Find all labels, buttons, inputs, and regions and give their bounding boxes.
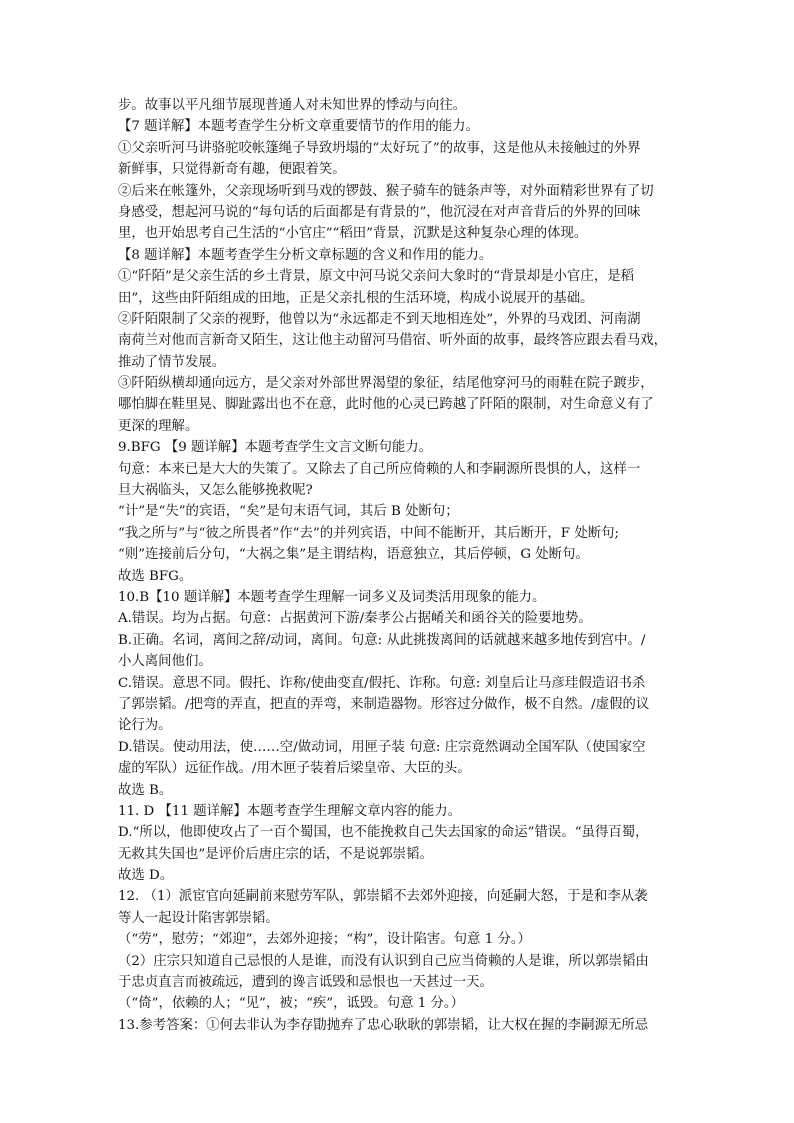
text-line: B.正确。名词，离间之辞/动词，离间。句意: 从此挑拨离间的话就越来越多地传到宫中。/ (118, 632, 646, 648)
text-line: ③阡陌纵横却通向远方，是父亲对外部世界渴望的象征，结尾他穿河马的雨鞋在院子踱步， (118, 376, 654, 392)
text-line: （“劳”，慰劳；“郊迎”，去郊外迎接；“构”，设计陷害。句意 1 分。） (118, 932, 531, 948)
text-line: 等人一起设计陷害郭崇韬。 (118, 910, 279, 926)
text-line: 虚的军队）远征作战。/用木匣子装着后梁皇帝、大臣的头。 (118, 761, 471, 777)
text-line: ②后来在帐篷外，父亲现场听到马戏的锣鼓、猴子骑车的链条声等，对外面精彩世界有了切 (118, 183, 654, 199)
text-line: C.错误。意思不同。假托、诈称/使曲变直/假托、诈称。句意: 刘皇后让马彦珪假造诏书杀 (118, 675, 646, 691)
text-line: 故选 B。 (118, 782, 173, 798)
text-line: A.错误。均为占据。句意：占据黄河下游/秦孝公占据崤关和函谷关的险要地势。 (118, 611, 592, 627)
text-line: 9.BFG 【9 题详解】本题考查学生文言文断句能力。 (118, 440, 433, 456)
text-line: “则”连接前后分句，“大祸之集”是主谓结构，语意独立，其后停顿，G 处断句。 (118, 547, 589, 563)
text-line: 步。故事以平凡细节展现普通人对未知世界的悸动与向往。 (118, 98, 467, 113)
text-line: 11. D 【11 题详解】本题考查学生理解文章内容的能力。 (118, 803, 462, 819)
text-line: D.错误。使动用法，使……空/做动词，用匣子装 句意: 庄宗竟然调动全国军队（使国家空 (118, 739, 646, 755)
text-line: 身感受，想起河马说的“每句话的后面都是有背景的”，他沉浸在对声音背后的外界的回味 (118, 204, 641, 220)
text-line: 10.B【10 题详解】本题考查学生理解一词多义及词类活用现象的能力。 (118, 589, 546, 605)
text-line: 了郭崇韬。/把弯的弄直，把直的弄弯，来制造器物。形容过分做作，极不自然。/虚假的议 (118, 696, 650, 712)
document-page (118, 95, 678, 1058)
text-line: 南荷兰对他而言新奇又陌生，这让他主动留河马借宿、听外面的故事，最终答应跟去看马戏， (118, 333, 668, 349)
text-line: 【8 题详解】本题考查学生分析文章标题的含义和作用的能力。 (118, 247, 493, 263)
text-line (118, 1036, 678, 1057)
text-line: 论行为。 (118, 718, 172, 734)
text-line: D.“所以，他即使攻占了一百个蜀国，也不能挽救自己失去国家的命运”错误。“虽得百蜀， (118, 825, 649, 841)
text-line: 故选 D。 (118, 868, 174, 884)
text-line: （“倚”，依赖的人；“见”，被；“疾”，诋毁。句意 1 分。） (118, 996, 464, 1012)
text-line: 句意：本来已是大大的失策了。又除去了自己所应倚赖的人和李嗣源所畏惧的人，这样一 (118, 461, 641, 477)
text-line: 哪怕脚在鞋里晃、脚趾露出也不在意，此时他的心灵已跨越了阡陌的限制，对生命意义有了 (118, 397, 654, 413)
text-line: “我之所与”与“彼之所畏者”作“去”的并列宾语，中间不能断开，其后断开，F 处断句; (118, 525, 620, 541)
text-line: 12. （1）派宦官向延嗣前来慰劳军队，郭崇韬不去郊外迎接，向延嗣大怒，于是和李从袭 (118, 889, 648, 905)
text-line: 【7 题详解】本题考查学生分析文章重要情节的作用的能力。 (118, 119, 479, 135)
text-line: “计”是“失”的宾语，“矣”是句末语气词，其后 B 处断句； (118, 504, 459, 520)
text-line: 新鲜事，只觉得新奇有趣，便跟着笑。 (118, 162, 346, 178)
text-line: ①“阡陌”是父亲生活的乡土背景，原文中河马说父亲问大象时的“背景却是小官庄，是稻 (118, 269, 634, 285)
text-line: ①父亲听河马讲骆驼咬帐篷绳子导致坍塌的“太好玩了”的故事，这是他从未接触过的外界 (118, 140, 641, 156)
text-line: （2）庄宗只知道自己忌恨的人是谁，而没有认识到自己应当倚赖的人是谁，所以郭崇韬由 (118, 953, 649, 969)
text-line: 田”，这些由阡陌组成的田地，正是父亲扎根的生活环境，构成小说展开的基础。 (118, 290, 594, 306)
text-line: ②阡陌限制了父亲的视野，他曾以为“永远都走不到天地相连处”，外界的马戏团、河南湖 (118, 311, 641, 327)
text-line: 里，也开始思考自己生活的“小官庄”“稻田”背景，沉默是这种复杂心理的体现。 (118, 226, 588, 242)
text-line: 更深的理解。 (118, 418, 199, 434)
text-line: 旦大祸临头，又怎么能够挽救呢? (118, 483, 313, 499)
text-line: 13.参考答案：①何去非认为李存勖抛弃了忠心耿耿的郭崇韬，让大权在握的李嗣源无所忌 (118, 1017, 649, 1033)
text-line: 推动了情节发展。 (118, 354, 226, 370)
text-line: 小人离间他们。 (118, 654, 212, 670)
text-line: 无救其失国也”是评价后唐庄宗的话，不是说郭崇韬。 (118, 846, 433, 862)
text-line: 于忠贞直言而被疏远，遭到的谗言诋毁和忌恨也一天甚过一天。 (118, 975, 493, 991)
text-line: 故选 BFG。 (118, 568, 193, 584)
